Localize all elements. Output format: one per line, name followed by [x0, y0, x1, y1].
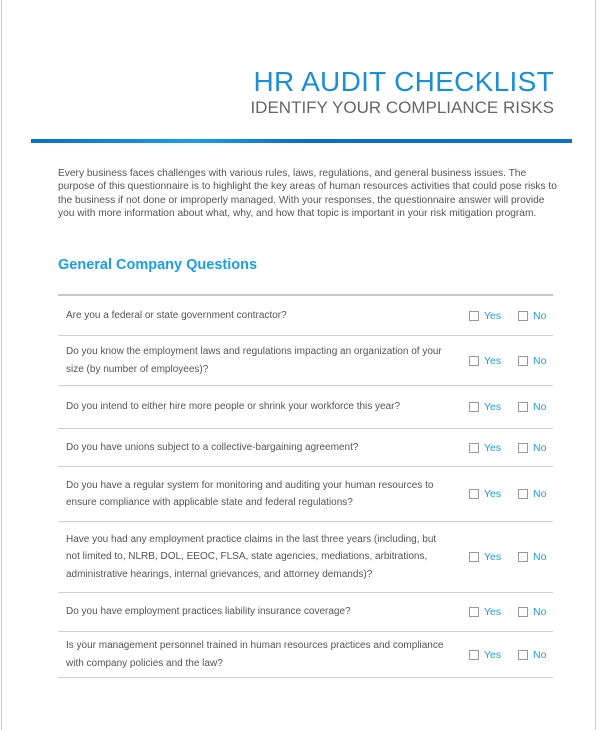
question-row	[58, 467, 553, 522]
yes-checkbox[interactable]	[469, 311, 479, 321]
yes-label: Yes	[484, 551, 502, 563]
yes-option[interactable]	[469, 488, 501, 500]
questions-table	[58, 294, 553, 678]
question-row	[58, 522, 553, 593]
yes-checkbox[interactable]	[469, 552, 479, 562]
no-checkbox[interactable]	[518, 489, 528, 499]
no-checkbox[interactable]	[518, 356, 528, 366]
no-checkbox[interactable]	[518, 650, 528, 660]
no-label: No	[533, 551, 547, 563]
yes-option[interactable]	[469, 649, 501, 661]
question-text: Do you know the employment laws and regulations impacting an organization of your size (by number of employees)?	[66, 346, 442, 375]
yes-checkbox[interactable]	[469, 402, 479, 412]
question-row	[58, 296, 553, 336]
question-text: Do you have unions subject to a collective-bargaining agreement?	[66, 441, 359, 453]
no-option[interactable]	[518, 649, 546, 661]
no-option[interactable]	[518, 401, 546, 413]
no-label: No	[533, 354, 547, 367]
section-title: General Company Questions	[58, 257, 258, 273]
yes-label: Yes	[484, 401, 502, 413]
yes-label: Yes	[484, 441, 502, 454]
yes-checkbox[interactable]	[469, 650, 479, 660]
page-title: HR AUDIT CHECKLIST	[253, 66, 554, 97]
no-checkbox[interactable]	[518, 443, 528, 453]
no-checkbox[interactable]	[518, 311, 528, 321]
no-label: No	[533, 441, 547, 454]
question-row	[58, 593, 553, 632]
yes-option[interactable]	[469, 355, 501, 367]
no-checkbox[interactable]	[518, 402, 528, 412]
no-label: No	[533, 309, 547, 322]
yes-option[interactable]	[469, 606, 501, 618]
yes-label: Yes	[484, 309, 502, 322]
yes-option[interactable]	[469, 401, 501, 413]
yes-option[interactable]	[469, 551, 501, 563]
no-label: No	[533, 606, 547, 618]
no-option[interactable]	[518, 488, 546, 500]
question-row	[58, 336, 553, 386]
no-label: No	[533, 648, 547, 661]
question-text: Do you intend to either hire more people or shrink your workforce this year?	[66, 401, 401, 413]
no-checkbox[interactable]	[518, 607, 528, 617]
no-checkbox[interactable]	[518, 552, 528, 562]
yes-label: Yes	[484, 354, 502, 367]
no-option[interactable]	[518, 310, 546, 322]
yes-label: Yes	[484, 488, 502, 500]
no-option[interactable]	[518, 551, 546, 563]
header-divider	[31, 139, 572, 143]
yes-option[interactable]	[469, 310, 501, 322]
no-option[interactable]	[518, 606, 546, 618]
no-option[interactable]	[518, 442, 546, 454]
question-row	[58, 386, 553, 429]
document-page	[1, 0, 596, 730]
intro-paragraph: Every business faces challenges with various rules, laws, regulations, and general business issues. The purpose of this questionnaire is to highlight the key areas of human resources activities that could pose risks to the business if not done or improperly managed. With your responses, the questionnaire answer will provide you with more information about what, why, and how that topic is important in your risk mitigation program.	[58, 168, 557, 219]
no-option[interactable]	[518, 355, 546, 367]
yes-label: Yes	[484, 606, 502, 618]
yes-label: Yes	[484, 648, 502, 661]
question-row	[58, 632, 553, 678]
question-text: Do you have employment practices liability insurance coverage?	[66, 606, 351, 618]
yes-checkbox[interactable]	[469, 607, 479, 617]
yes-checkbox[interactable]	[469, 443, 479, 453]
question-row	[58, 429, 553, 467]
yes-option[interactable]	[469, 442, 501, 454]
question-text: Have you had any employment practice claims in the last three years (including, but not limited to, NLRB, DOL, EEOC, FLSA, state agencies, mediations, arbitrations, administrative hearings, internal grievances, and attorney demands)?	[66, 533, 437, 580]
question-text: Do you have a regular system for monitoring and auditing your human resources to ensure compliance with applicable state and federal regulations?	[66, 479, 434, 508]
page-subtitle: IDENTIFY YOUR COMPLIANCE RISKS	[250, 98, 554, 117]
question-text: Are you a federal or state government contractor?	[66, 309, 287, 321]
no-label: No	[533, 401, 547, 413]
no-label: No	[533, 488, 547, 500]
question-text: Is your management personnel trained in human resources practices and compliance with company policies and the law?	[66, 640, 444, 669]
yes-checkbox[interactable]	[469, 489, 479, 499]
yes-checkbox[interactable]	[469, 356, 479, 366]
